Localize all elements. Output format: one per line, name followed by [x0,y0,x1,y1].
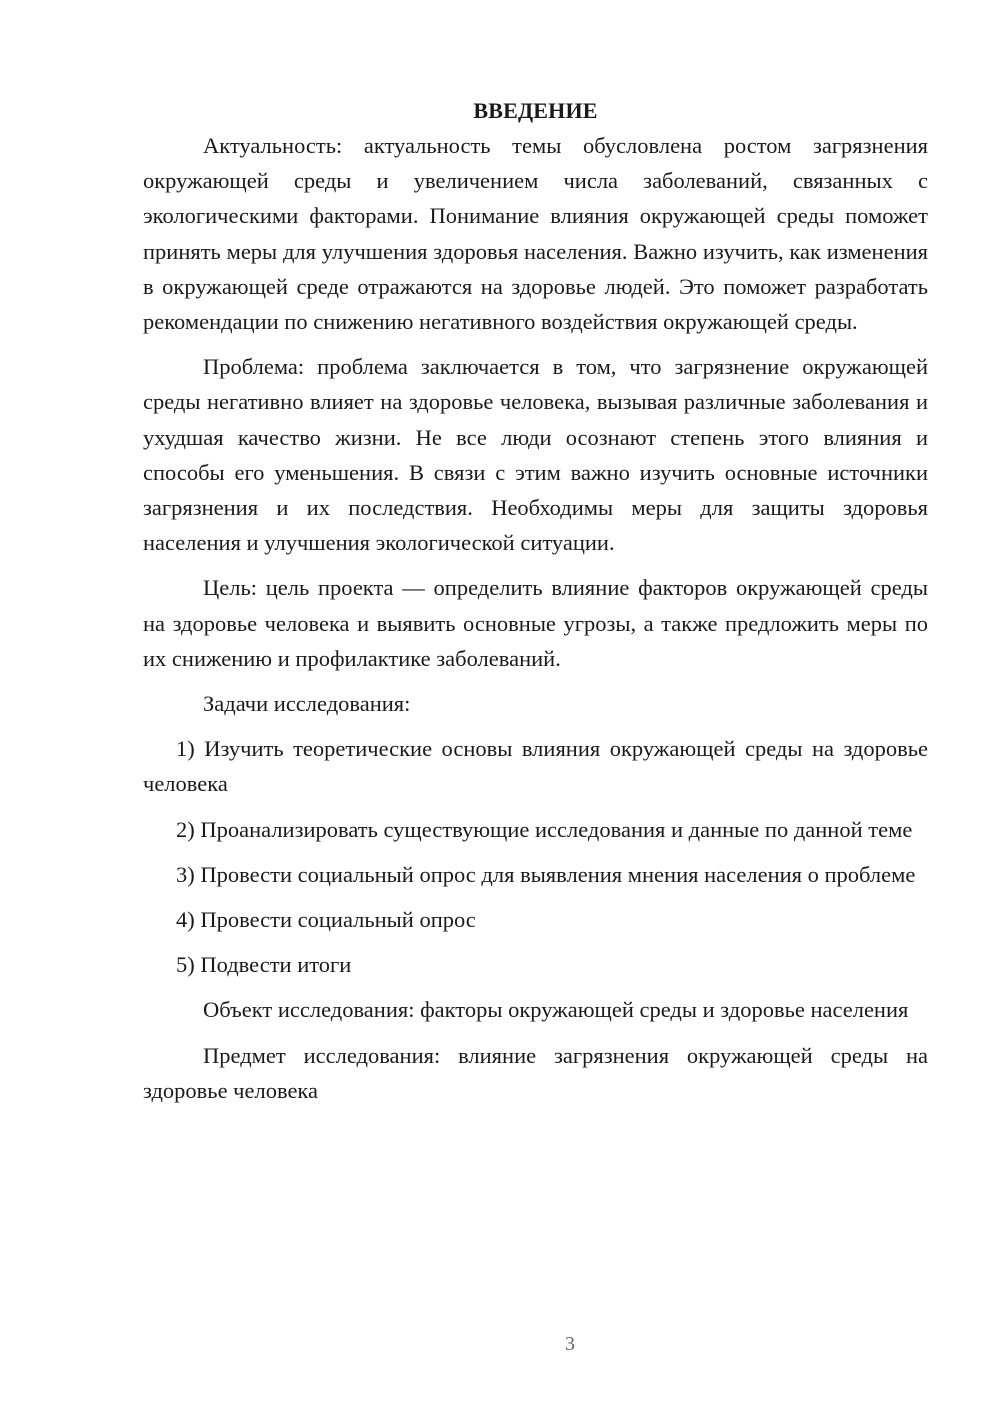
page-number: 3 [565,1333,575,1355]
page-content [143,93,928,1108]
task-item-2: 2) Проанализировать существующие исследования и данные по данной теме [176,816,913,842]
relevance-paragraph: Актуальность: актуальность темы обусловлена ростом загрязнения окружающей среды и увеличением числа заболеваний, связанных с экологическими факторами. Понимание влияния окружающей среды поможет принять меры для улучшения здоровья населения. Важно изучить, как изменения в окружающей среде отражаются на здоровье людей. Это поможет разработать рекомендации по снижению негативного воздействия окружающей среды. [143,133,928,335]
tasks-title: Задачи исследования: [203,691,411,717]
goal-paragraph: Цель: цель проекта — определить влияние факторов окружающей среды на здоровье человека и выявить основные угрозы, а также предложить меры по их снижению и профилактике заболеваний. [143,575,928,671]
task-item-5: 5) Подвести итоги [176,952,352,978]
object-paragraph: Объект исследования: факторы окружающей среды и здоровье населения [203,997,909,1023]
task-item-4: 4) Провести социальный опрос [176,907,476,933]
task-item-3: 3) Провести социальный опрос для выявления мнения населения о проблеме [176,861,916,887]
task-item-1: 1) Изучить теоретические основы влияния окружающей среды на здоровье человека [143,736,928,797]
subject-paragraph: Предмет исследования: влияние загрязнения окружающей среды на здоровье человека [143,1042,928,1103]
section-heading: ВВЕДЕНИЕ [473,98,598,123]
problem-paragraph: Проблема: проблема заключается в том, что загрязнение окружающей среды негативно влияет на здоровье человека, вызывая различные заболевания и ухудшая качество жизни. Не все люди осознают степень этого влияния и способы его уменьшения. В связи с этим важно изучить основные источники загрязнения и их последствия. Необходимы меры для защиты здоровья населения и улучшения экологической ситуации. [143,354,928,556]
